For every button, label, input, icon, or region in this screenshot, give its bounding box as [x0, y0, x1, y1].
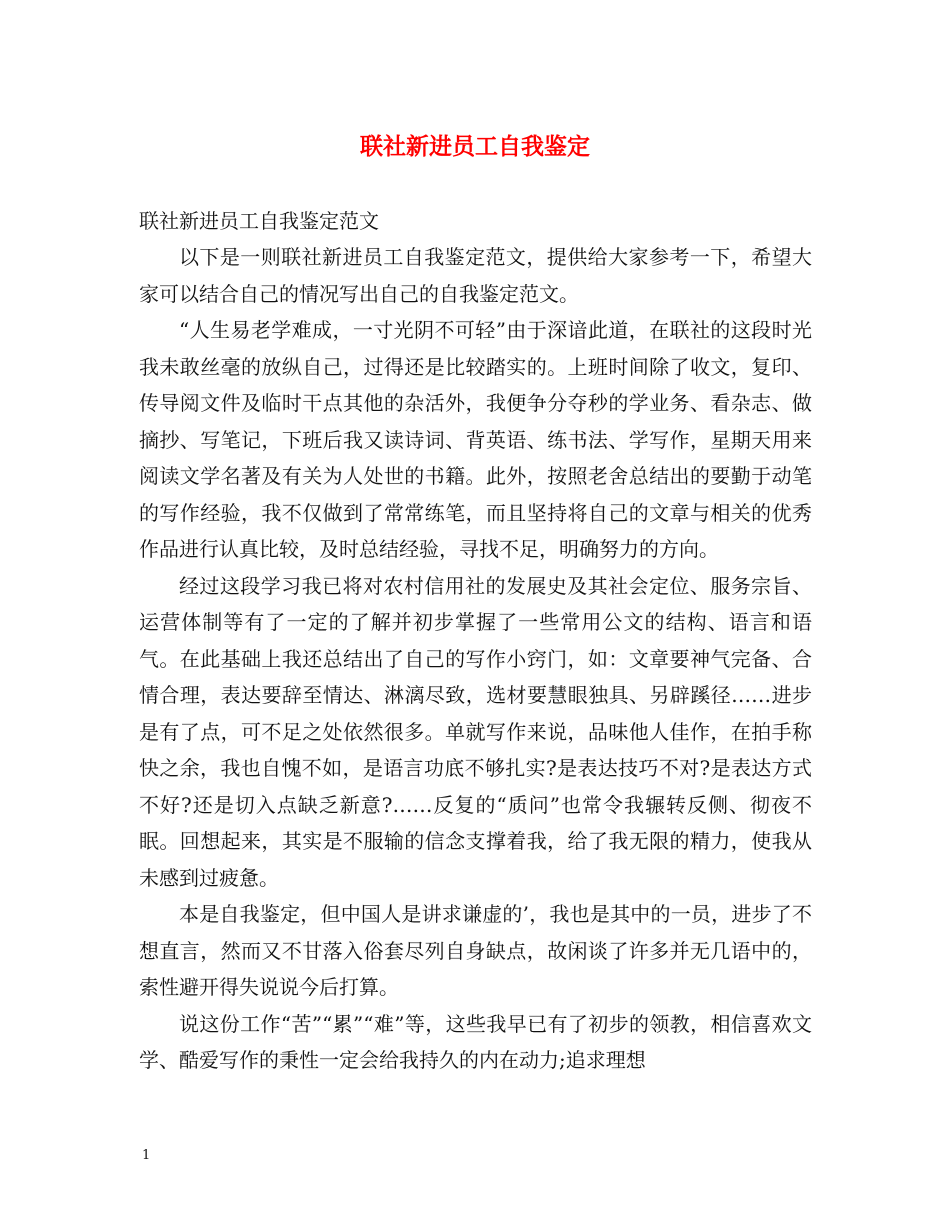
document-subtitle: 联社新进员工自我鉴定范文 — [139, 209, 379, 233]
paragraph: “人生易老学难成，一寸光阴不可轻”由于深谙此道，在联社的这段时光我未敢丝毫的放纵自己，过得还是比较踏实的。上班时间除了收文，复印、传导阅文件及临时干点其他的杂活外，我便争分夺秒的学业务、看杂志、做摘抄、写笔记，下班后我又读诗词、背英语、练书法、学写作，星期天用来阅读文学名著及有关为人处世的书籍。此外，按照老舍总结出的要勤于动笔的写作经验，我不仅做到了常常练笔，而且坚持将自己的文章与相关的优秀作品进行认真比较，及时总结经验，寻找不足，明确努力的方向。 — [139, 318, 812, 561]
paragraph: 说这份工作“苦”“累”“难”等，这些我早已有了初步的领教，相信喜欢文学、酷爱写作的秉性一定会给我持久的内在动力;追求理想 — [139, 1011, 812, 1072]
paragraph: 经过这段学习我已将对农村信用社的发展史及其社会定位、服务宗旨、运营体制等有了一定的了解并初步掌握了一些常用公文的结构、语言和语气。在此基础上我还总结出了自己的写作小窍门，如：文章要神气完备、合情合理，表达要辞至情达、淋漓尽致，选材要慧眼独具、另辟蹊径……进步是有了点，可不足之处依然很多。单就写作来说，品味他人佳作，在拍手称快之余，我也自愧不如，是语言功底不够扎实?是表达技巧不对?是表达方式不好?还是切入点缺乏新意?……反复的“质问”也常令我辗转反侧、彻夜不眠。回想起来，其实是不服输的信念支撑着我，给了我无限的精力，使我从未感到过疲惫。 — [139, 573, 812, 890]
paragraph: 本是自我鉴定，但中国人是讲求谦虚的’，我也是其中的一员，进步了不想直言，然而又不甘落入俗套尽列自身缺点，故闲谈了许多并无几语中的，索性避开得失说说今后打算。 — [139, 902, 812, 999]
paragraph: 以下是一则联社新进员工自我鉴定范文，提供给大家参考一下，希望大家可以结合自己的情况写出自己的自我鉴定范文。 — [139, 245, 812, 306]
document-title: 联社新进员工自我鉴定 — [360, 133, 590, 160]
document-body — [139, 203, 812, 1079]
page-number: 1 — [142, 1148, 151, 1163]
